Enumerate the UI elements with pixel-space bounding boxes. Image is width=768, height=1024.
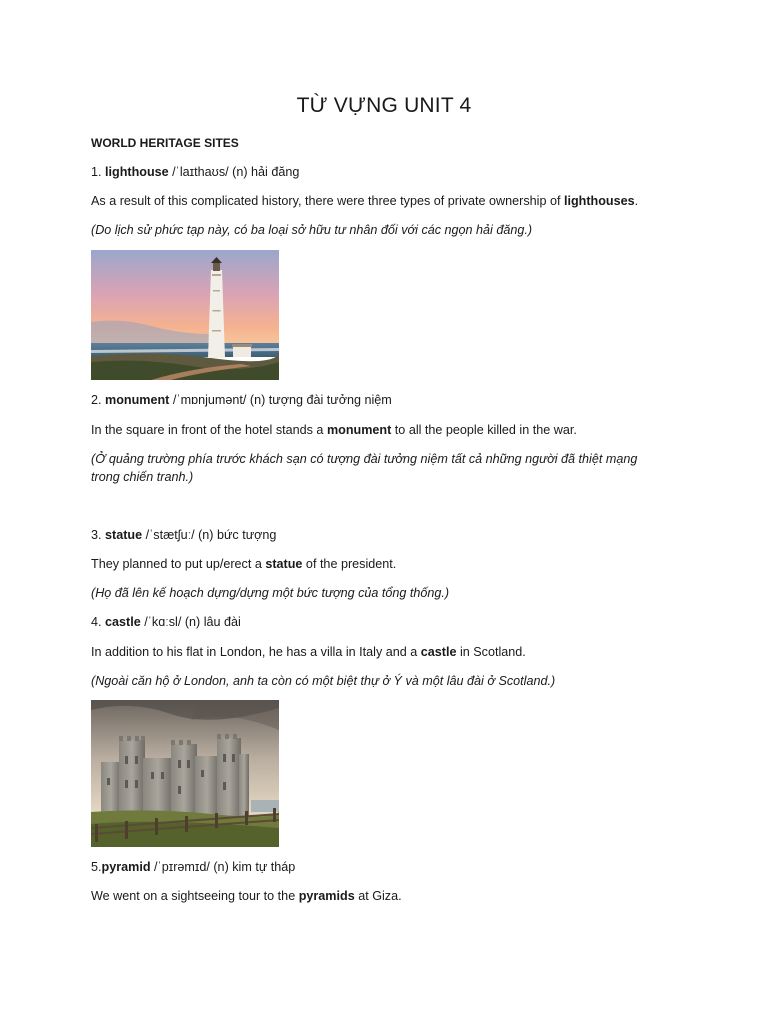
example-text: In the square in front of the hotel stands a xyxy=(91,423,327,437)
entry-number: 4. xyxy=(91,615,106,629)
castle-photo xyxy=(91,700,279,847)
translation: (Do lịch sử phức tạp này, có ba loại sở hữu tư nhân đối với các ngọn hải đăng.) xyxy=(91,223,533,237)
example-keyword: lighthouses xyxy=(563,194,635,208)
example-keyword: statue xyxy=(265,557,303,571)
entry-definition: /ˈmɒnjumənt/ (n) tượng đài tưởng niệm xyxy=(169,393,392,407)
entry-number: 3. xyxy=(91,528,106,542)
example-sentence xyxy=(91,555,691,573)
example-keyword: monument xyxy=(326,423,392,437)
entry-definition: /ˈlaɪthaʊs/ (n) hải đăng xyxy=(168,165,300,179)
section-heading: WORLD HERITAGE SITES xyxy=(91,136,239,150)
example-text: As a result of this complicated history, there were three types of private ownership of xyxy=(91,194,564,208)
entry-number: 1. xyxy=(91,165,106,179)
example-text: at Giza. xyxy=(354,889,402,903)
example-text: We went on a sightseeing tour to the xyxy=(91,889,299,903)
entry-number: 2. xyxy=(91,393,106,407)
entry-definition: /ˈstætʃuː/ (n) bức tượng xyxy=(142,528,277,542)
lighthouse-photo xyxy=(91,250,279,380)
example-text: They planned to put up/erect a xyxy=(91,557,266,571)
vocab-entry-pyramid xyxy=(91,858,691,876)
example-text: . xyxy=(634,194,639,208)
example-sentence xyxy=(91,421,691,439)
entry-word: monument xyxy=(105,393,170,407)
example-text: to all the people killed in the war. xyxy=(391,423,577,437)
entry-word: lighthouse xyxy=(105,165,169,179)
vocab-entry-monument xyxy=(91,391,691,409)
entry-word: castle xyxy=(105,615,141,629)
example-keyword: pyramids xyxy=(298,889,355,903)
example-text: In addition to his flat in London, he has a villa in Italy and a xyxy=(91,645,421,659)
vocab-entry-lighthouse xyxy=(91,163,691,181)
entry-word: pyramid xyxy=(101,860,151,874)
entry-number: 5. xyxy=(91,860,102,874)
example-sentence xyxy=(91,192,691,210)
example-keyword: castle xyxy=(420,645,457,659)
vocab-entry-statue xyxy=(91,526,691,544)
entry-word: statue xyxy=(105,528,143,542)
example-sentence xyxy=(91,887,691,905)
translation: (Họ đã lên kế hoạch dựng/dựng một bức tượng của tổng thống.) xyxy=(91,586,450,600)
example-sentence xyxy=(91,643,691,661)
vocab-entry-castle xyxy=(91,613,691,631)
translation: (Ngoài căn hộ ở London, anh ta còn có một biệt thự ở Ý và một lâu đài ở Scotland.) xyxy=(91,674,556,688)
entry-definition: /ˈkɑːsl/ (n) lâu đài xyxy=(140,615,241,629)
example-text: in Scotland. xyxy=(456,645,526,659)
translation: (Ở quảng trường phía trước khách sạn có tượng đài tưởng niệm tất cả những người đã thiệt mạng trong chiến tranh.) xyxy=(91,452,638,484)
entry-definition: /ˈpɪrəmɪd/ (n) kim tự tháp xyxy=(150,860,296,874)
page-title: TỪ VỰNG UNIT 4 xyxy=(296,94,472,117)
example-text: of the president. xyxy=(302,557,397,571)
